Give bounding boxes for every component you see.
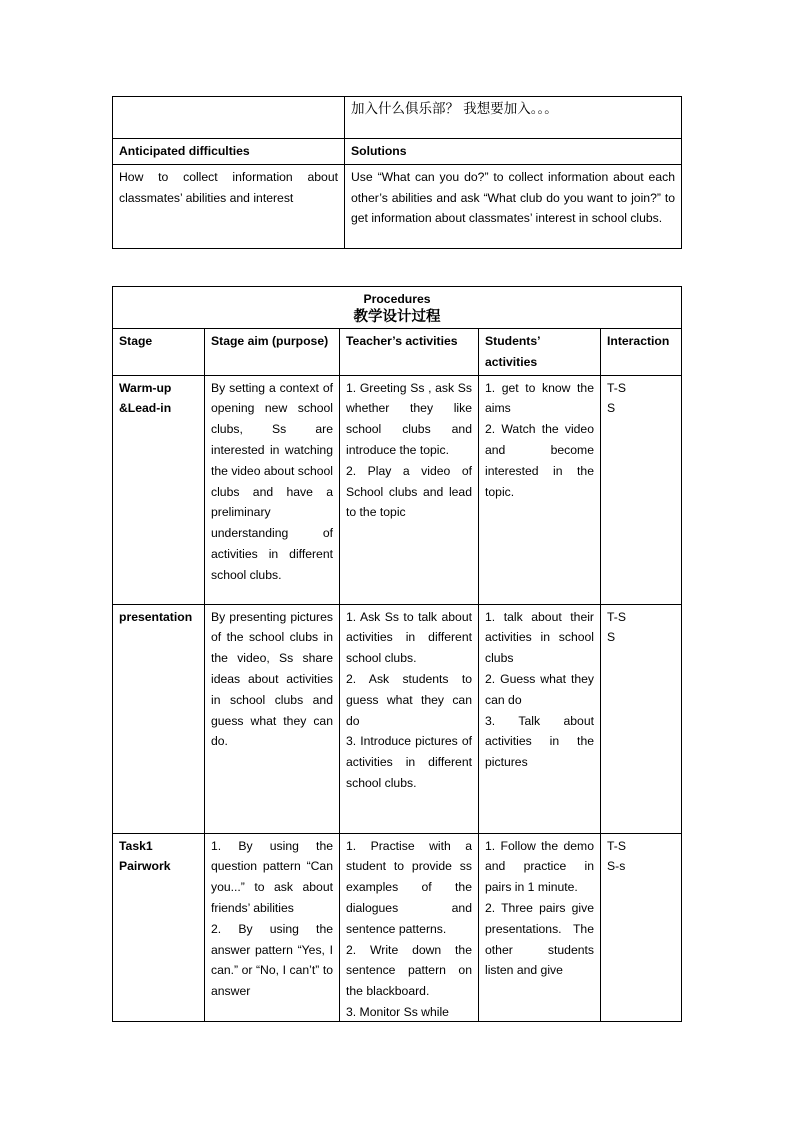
header-aim: Stage aim (purpose) <box>205 329 340 376</box>
interaction-item: T-S <box>607 380 626 395</box>
interaction-item: S-s <box>607 859 626 874</box>
teacher-item: 1. Greeting Ss , ask Ss whether they like school clubs and introduce the topic. <box>346 380 472 457</box>
teacher-item: 3. Introduce pictures of activities in different school clubs. <box>346 734 472 790</box>
teacher-item: 3. Monitor Ss while <box>346 1004 449 1016</box>
procedures-title-cn: 教学设计过程 <box>353 309 441 325</box>
students-item: 1. Follow the demo and practice in pairs in 1 minute. <box>485 838 594 895</box>
solutions-header: Solutions <box>345 139 682 165</box>
aim-presentation: By presenting pictures of the school clubs in the video, Ss share ideas about activities in school clubs and guess what they can do. <box>205 604 340 833</box>
empty-cell <box>113 97 345 139</box>
interaction-presentation <box>601 604 682 833</box>
header-interaction: Interaction <box>601 329 682 376</box>
aim-task1 <box>205 833 340 1021</box>
teacher-warmup <box>340 375 479 604</box>
header-stage: Stage <box>113 329 205 376</box>
students-warmup <box>479 375 601 604</box>
teacher-item: 2. Ask students to guess what they can do <box>346 671 472 728</box>
aim-item: 1. By using the question pattern “Can you...” to ask about friends’ abilities <box>211 838 333 915</box>
students-presentation <box>479 604 601 833</box>
stage-presentation: presentation <box>113 604 205 833</box>
procedures-title: Procedures <box>363 292 431 306</box>
students-task1 <box>479 833 601 1021</box>
interaction-task1 <box>601 833 682 1021</box>
teacher-item: 2. Write down the sentence pattern on the blackboard. <box>346 942 472 999</box>
interaction-item: S <box>607 401 616 416</box>
procedures-title-cell <box>113 287 682 329</box>
interaction-item: T-S <box>607 609 626 624</box>
students-item: 1. talk about their activities in school clubs <box>485 609 594 666</box>
difficulties-header: Anticipated difficulties <box>113 139 345 165</box>
teacher-task1 <box>340 833 479 1021</box>
interaction-item: T-S <box>607 838 626 853</box>
stage-warmup: Warm-up &Lead-in <box>113 375 205 604</box>
interaction-warmup <box>601 375 682 604</box>
students-item: 2. Watch the video and become interested in the topic. <box>485 422 594 499</box>
interaction-item: S <box>607 630 616 645</box>
teacher-presentation <box>340 604 479 833</box>
procedures-table <box>112 286 682 1022</box>
teacher-item: 2. Play a video of School clubs and lead to the topic <box>346 463 472 520</box>
students-item: 2. Guess what they can do <box>485 671 594 707</box>
students-item: 2. Three pairs give presentations. The other students listen and give <box>485 900 594 978</box>
solution-text: Use “What can you do?” to collect information about each other’s abilities and ask “What club do you want to join?” to get information about classmates’ interest in school clubs. <box>345 164 682 248</box>
difficulties-table <box>112 96 682 249</box>
header-students: Students’ activities <box>479 329 601 376</box>
teacher-item: 1. Practise with a student to provide ss examples of the dialogues and sentence patterns. <box>346 838 472 936</box>
aim-warmup: By setting a context of opening new school clubs, Ss are interested in watching the video about school clubs and have a preliminary understanding of activities in different school clubs. <box>205 375 340 604</box>
aim-item: 2. By using the answer pattern “Yes, I can.” or “No, I can’t” to answer <box>211 921 333 999</box>
teacher-item: 1. Ask Ss to talk about activities in different school clubs. <box>346 609 472 666</box>
difficulty-text: How to collect information about classmates’ abilities and interest <box>113 164 345 248</box>
stage-task1: Task1 Pairwork <box>113 833 205 1021</box>
join-club-text: 加入什么俱乐部？ 我想要加入。。。 <box>345 97 682 139</box>
students-item: 1. get to know the aims <box>485 380 594 416</box>
header-teacher: Teacher’s activities <box>340 329 479 376</box>
students-item: 3. Talk about activities in the pictures <box>485 713 594 770</box>
